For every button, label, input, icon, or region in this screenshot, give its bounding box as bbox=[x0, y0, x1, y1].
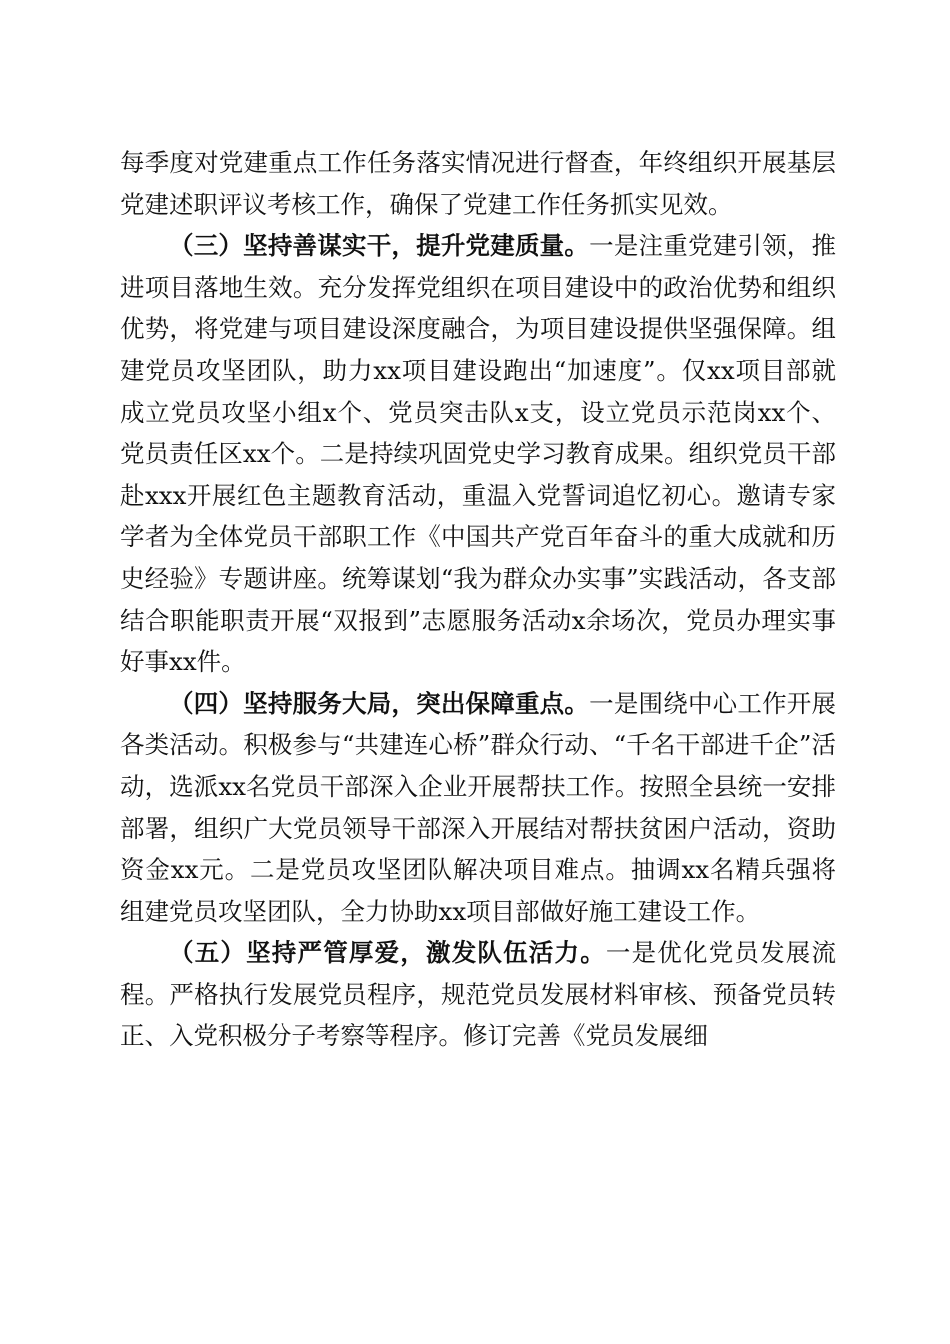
paragraph-section-5 bbox=[120, 932, 836, 1057]
paragraph-text: 一是围绕中心工作开展各类活动。积极参与“共建连心桥”群众行动、“千名干部进千企”活动，选派xx名党员干部深入企业开展帮扶工作。按照全县统一安排部署，组织广大党员领导干部深入开展结对帮扶贫困户活动，资助资金xx元。二是党员攻坚团队解决项目难点。抽调xx名精兵强将组建党员攻坚团队，全力协助xx项目部做好施工建设工作。 bbox=[120, 688, 837, 926]
paragraph-section-3 bbox=[120, 225, 836, 683]
section-heading: （四）坚持服务大局，突出保障重点。 bbox=[169, 688, 590, 718]
paragraph-text: 一是优化党员发展流程。严格执行发展党员程序，规范党员发展材料审核、预备党员转正、入党积极分子考察等程序。修订完善《党员发展细 bbox=[120, 938, 837, 1051]
paragraph-section-4 bbox=[120, 683, 836, 933]
paragraph-text: 一是注重党建引领，推进项目落地生效。充分发挥党组织在项目建设中的政治优势和组织优势，将党建与项目建设深度融合，为项目建设提供坚强保障。组建党员攻坚团队，助力xx项目建设跑出“加速度”。仅xx项目部就成立党员攻坚小组x个、党员突击队x支，设立党员示范岗xx个、党员责任区xx个。二是持续巩固党史学习教育成果。组织党员干部赴xxx开展红色主题教育活动，重温入党誓词追忆初心。邀请专家学者为全体党员干部职工作《中国共产党百年奋斗的重大成就和历史经验》专题讲座。统筹谋划“我为群众办实事”实践活动，各支部结合职能职责开展“双报到”志愿服务活动x余场次，党员办理实事好事xx件。 bbox=[120, 231, 837, 677]
document-body bbox=[120, 142, 836, 1057]
paragraph-continuation bbox=[120, 142, 836, 225]
section-heading: （三）坚持善谋实干，提升党建质量。 bbox=[169, 231, 590, 261]
section-heading: （五）坚持严管厚爱，激发队伍活力。 bbox=[169, 938, 606, 968]
paragraph-text: 每季度对党建重点工作任务落实情况进行督查，年终组织开展基层党建述职评议考核工作，确保了党建工作任务抓实见效。 bbox=[120, 148, 836, 219]
